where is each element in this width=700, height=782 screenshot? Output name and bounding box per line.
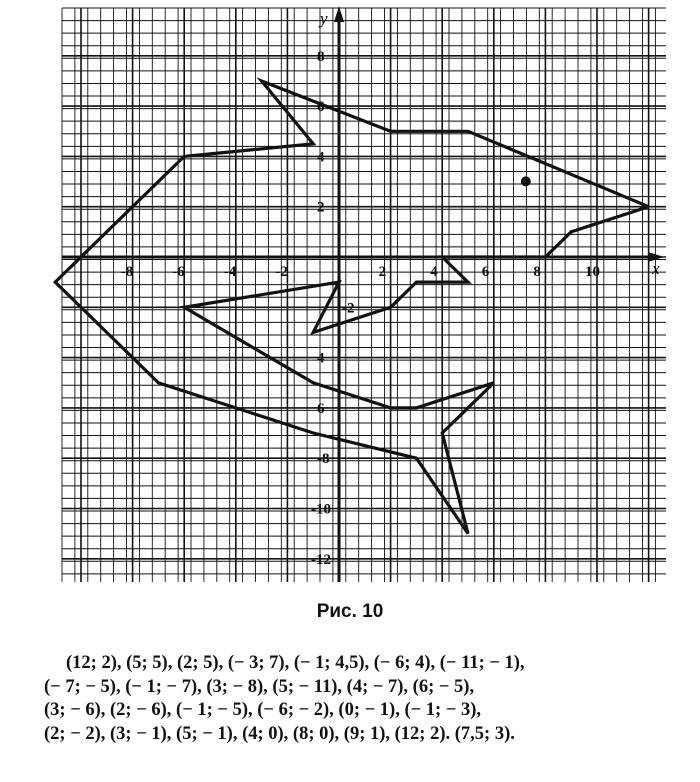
y-tick-label: -12	[311, 551, 331, 568]
point-list-line: (12; 2), (5; 5), (2; 5), (− 3; 7), (− 1; 4,5), (− 6; 4), (− 11; − 1),	[66, 653, 525, 673]
point-list-line: (− 7; − 5), (− 1; − 7), (3; − 8), (5; − 11), (4; − 7), (6; − 5),	[44, 676, 475, 697]
point-list-line: (2; − 2), (3; − 1), (5; − 1), (4; 0), (8; 0), (9; 1), (12; 2). (7,5; 3).	[44, 723, 515, 744]
y-tick-label: 6	[317, 99, 325, 116]
tick-labels	[121, 49, 600, 568]
y-tick-label: -2	[342, 300, 355, 317]
y-tick-label: -8	[317, 451, 330, 468]
y-tick-label: 8	[317, 48, 325, 65]
figure-caption: Рис. 10	[316, 601, 384, 622]
x-tick-label: -4	[223, 264, 237, 280]
x-axis-label: x	[652, 259, 660, 278]
x-tick-label: -8	[120, 264, 134, 280]
y-tick-label: 6	[317, 400, 325, 417]
point-list	[44, 652, 674, 746]
eye-point	[521, 176, 531, 186]
x-tick-label: -2	[275, 264, 288, 280]
x-tick-label: 8	[533, 264, 541, 280]
x-tick-label: 6	[481, 264, 490, 280]
y-tick-label: 2	[317, 199, 325, 216]
x-tick-label: -6	[172, 264, 185, 280]
x-tick-label: 2	[378, 264, 387, 280]
y-tick-label: 4	[317, 350, 325, 367]
y-tick-label: 4	[317, 149, 325, 166]
y-axis-label: y	[320, 9, 328, 28]
grid	[62, 8, 666, 582]
y-tick-label: -10	[311, 501, 331, 518]
x-tick-label: 10	[585, 264, 600, 280]
point-list-line: (3; − 6), (2; − 6), (− 1; − 5), (− 6; − 2), (0; − 1), (− 1; − 3),	[44, 700, 482, 720]
x-tick-label: 4	[430, 264, 438, 280]
